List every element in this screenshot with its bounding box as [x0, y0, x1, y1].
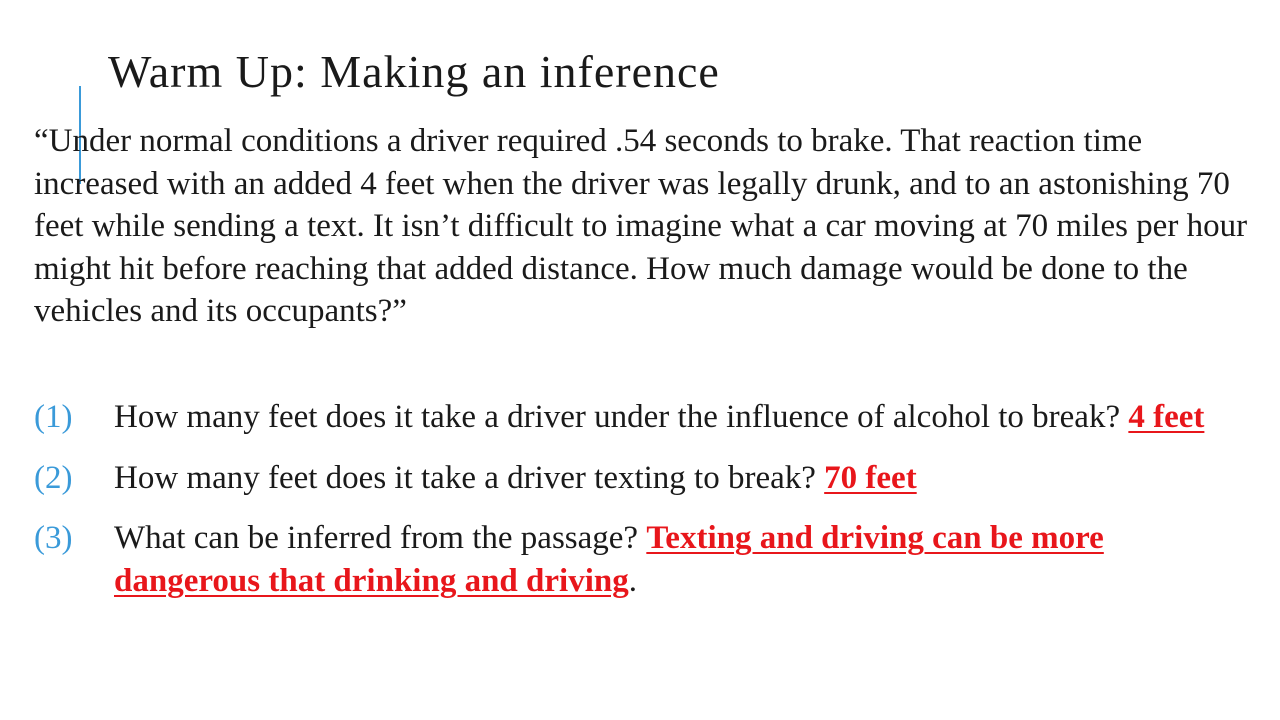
question-text	[114, 457, 1256, 500]
passage-quote: “Under normal conditions a driver required .54 seconds to brake. That reaction time increased with an added 4 feet when the driver was legally drunk, and to an astonishing 70 feet while sending a text. It isn’t difficult to imagine what a car moving at 70 miles per hour might hit before reaching that added distance. How much damage would be done to the vehicles and its occupants?”	[34, 123, 1248, 329]
question-prompt: What can be inferred from the passage?	[114, 520, 647, 556]
question-item	[34, 396, 1256, 439]
question-number: (2)	[34, 459, 73, 496]
answer-trailing: .	[628, 562, 637, 599]
question-text	[114, 517, 1256, 602]
question-text	[114, 396, 1256, 439]
question-number: (1)	[34, 399, 73, 435]
answer-text: 4 feet	[1128, 399, 1205, 435]
answer-text: Texting and driving can be more dangerous that drinking and driving	[114, 520, 1104, 599]
answer-text: 70 feet	[824, 459, 917, 496]
question-prompt: How many feet does it take a driver texting to break?	[114, 459, 825, 496]
question-number: (3)	[34, 520, 73, 556]
question-prompt: How many feet does it take a driver under the influence of alcohol to break?	[114, 399, 1129, 435]
slide-title: Warm Up: Making an inference	[108, 46, 720, 97]
question-item	[34, 457, 1256, 500]
question-item	[34, 517, 1256, 602]
question-list	[34, 396, 1256, 620]
